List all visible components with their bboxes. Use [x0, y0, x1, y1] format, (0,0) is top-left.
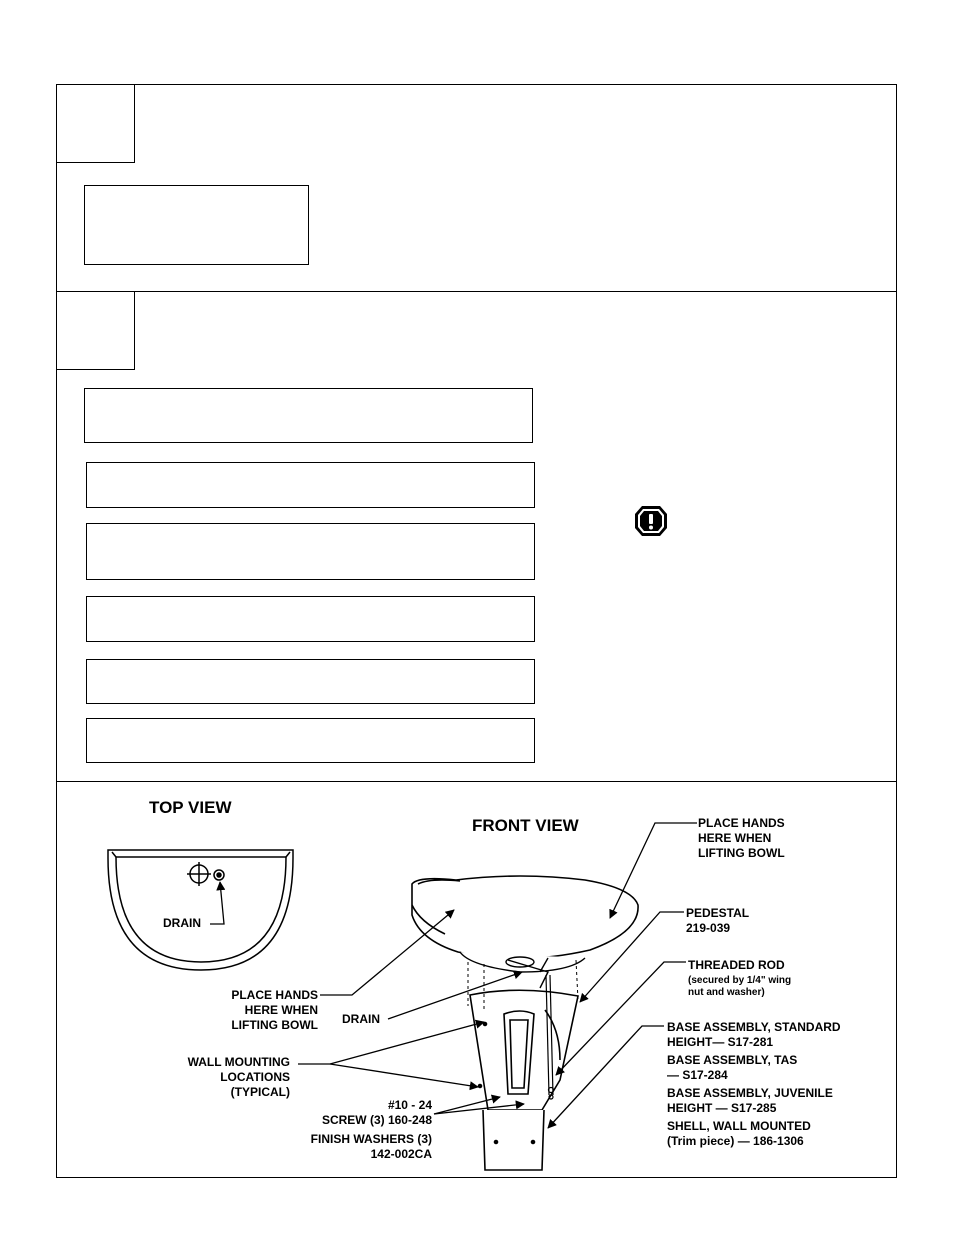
top-view-bowl [108, 850, 293, 970]
top-view-drain-icon [187, 862, 224, 886]
top-view-drain-label: DRAIN [163, 916, 201, 930]
callout-threaded-rod: THREADED ROD [688, 958, 785, 972]
top-view-title: TOP VIEW [149, 798, 232, 817]
front-view-pedestal [470, 990, 578, 1170]
leader-wall-mounting-2 [330, 1064, 478, 1087]
callout-drain: DRAIN [342, 1012, 380, 1026]
front-view-title: FRONT VIEW [472, 816, 579, 835]
callout-place-hands-right: PLACE HANDS HERE WHEN LIFTING BOWL [698, 816, 785, 860]
callout-washers: FINISH WASHERS (3) 142-002CA [310, 1132, 432, 1161]
callout-pedestal: PEDESTAL 219-039 [686, 906, 750, 935]
callout-threaded-rod-note: (secured by 1/4" wing nut and washer) [688, 975, 792, 998]
callout-screw: #10 - 24 SCREW (3) 160-248 [321, 1098, 432, 1127]
front-view-bowl-underside [460, 952, 585, 988]
leader-wall-mounting-1 [298, 1022, 484, 1064]
callout-base-standard: BASE ASSEMBLY, STANDARD HEIGHT— S17-281 [667, 1020, 841, 1049]
callout-shell: SHELL, WALL MOUNTED (Trim piece) — 186-1306 [667, 1119, 811, 1148]
callout-base-juvenile: BASE ASSEMBLY, JUVENILE HEIGHT — S17-285 [667, 1086, 833, 1115]
callout-place-hands-left: PLACE HANDS HERE WHEN LIFTING BOWL [231, 988, 318, 1032]
top-drain-leader [210, 882, 224, 924]
callout-wall-mounting: WALL MOUNTING LOCATIONS (TYPICAL) [187, 1055, 290, 1099]
callout-base-tas: BASE ASSEMBLY, TAS — S17-284 [667, 1053, 798, 1082]
